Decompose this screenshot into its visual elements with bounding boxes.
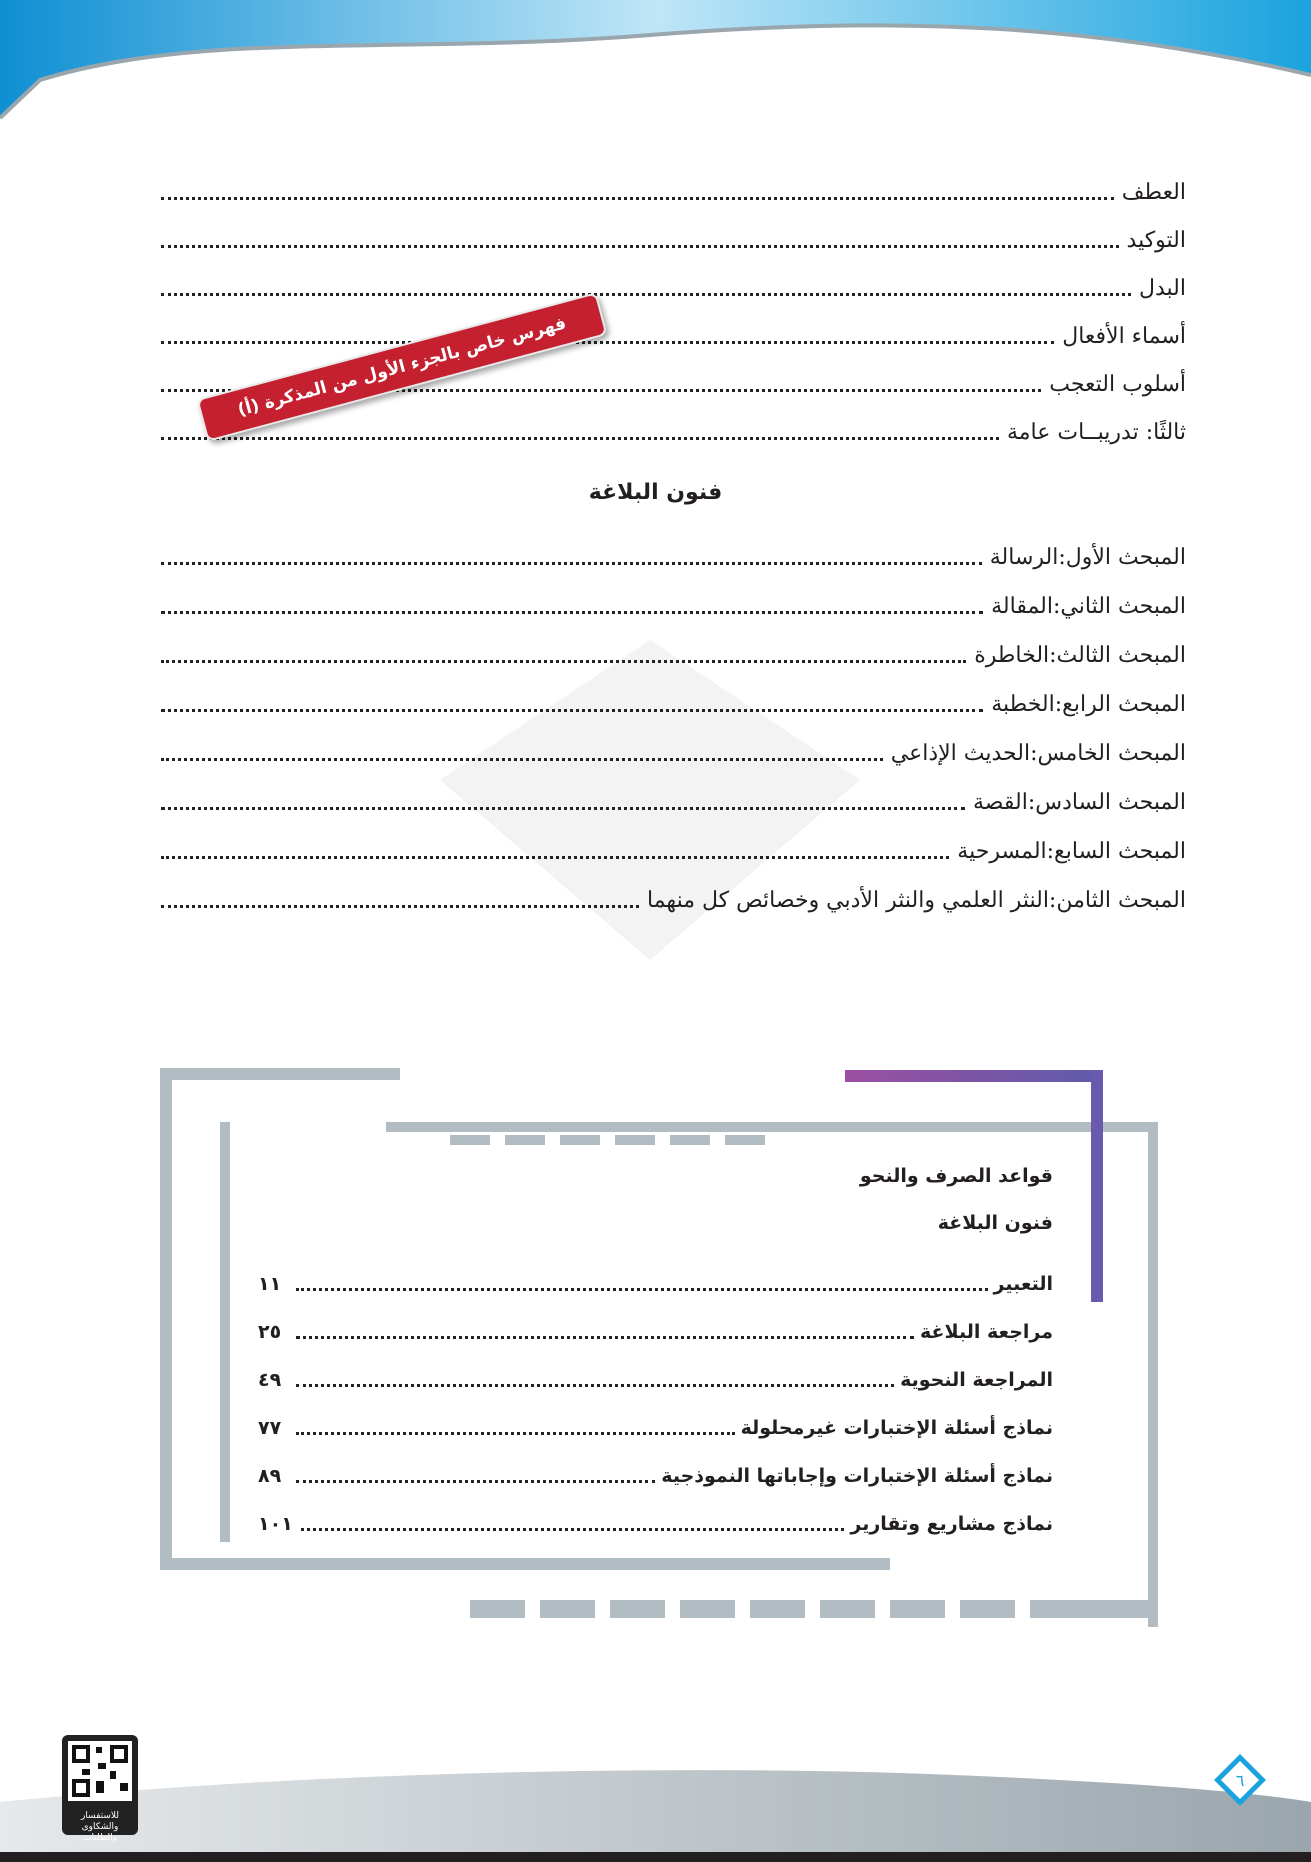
- box-row-label: المراجعة النحوية: [900, 1369, 1053, 1391]
- toc-item-label: العطف: [1121, 180, 1186, 205]
- toc-item[interactable]: [161, 258, 1186, 304]
- frame-right-bar: [1148, 1122, 1158, 1627]
- box-row-label: نماذج أسئلة الإختبارات وإجاباتها النموذجية: [661, 1465, 1053, 1487]
- toc-item[interactable]: [161, 306, 1186, 352]
- dot-leader: [161, 807, 965, 810]
- box-row-page: ١١: [258, 1273, 282, 1295]
- dot-leader: [161, 709, 983, 712]
- section-title: فنون البلاغة: [588, 480, 723, 505]
- dot-leader: [161, 758, 883, 761]
- dot-leader: [161, 660, 966, 663]
- toc-item-label: ثالثًا: تدريبــات عامة: [1006, 420, 1186, 445]
- box-row-page: ١٠١: [258, 1513, 293, 1535]
- box-row-label: التعبير: [993, 1273, 1053, 1295]
- dot-leader: [296, 1288, 988, 1291]
- toc-item-label: أسلوب التعجب: [1049, 372, 1186, 397]
- footer-wave: [0, 1752, 1311, 1862]
- box-row-page: ٤٩: [258, 1369, 282, 1391]
- header-wave: [0, 0, 1311, 130]
- toc-item-label: المبحث الرابع:الخطبة: [991, 692, 1186, 717]
- toc-item-label: المبحث السابع:المسرحية: [957, 839, 1186, 864]
- qr-code[interactable]: [62, 1735, 138, 1843]
- toc-item[interactable]: [161, 674, 1186, 720]
- dot-leader: [161, 905, 639, 908]
- dot-leader: [161, 341, 1054, 344]
- dot-leader: [161, 293, 1131, 296]
- dot-leader: [296, 1432, 735, 1435]
- frame-top-left-bar: [160, 1068, 400, 1080]
- toc-item-label: المبحث السادس:القصة: [973, 790, 1186, 815]
- toc-item-label: المبحث الثامن:النثر العلمي والنثر الأدبي وخصائص كل منهما: [647, 888, 1186, 913]
- box-row[interactable]: [258, 1447, 1053, 1489]
- box-row-page: ٢٥: [258, 1321, 282, 1343]
- page-number-badge: [1212, 1752, 1268, 1808]
- toc-item-label: المبحث الثاني:المقالة: [991, 594, 1186, 619]
- box-row-page: ٨٩: [258, 1465, 282, 1487]
- toc-item-label: البدل: [1139, 276, 1186, 301]
- box-row-label: نماذج مشاريع وتقارير: [850, 1513, 1053, 1535]
- dash-stripe-top: [450, 1135, 870, 1149]
- box-heading: فنون البلاغة: [937, 1212, 1053, 1234]
- index-ribbon: فهرس خاص بالجزء الأول من المذكرة (أ): [196, 292, 607, 442]
- toc-item-label: التوكيد: [1126, 228, 1186, 253]
- box-row[interactable]: [258, 1351, 1053, 1393]
- toc-item[interactable]: [161, 723, 1186, 769]
- dot-leader: [161, 562, 982, 565]
- frame-bottom-bar: [160, 1558, 890, 1570]
- toc-item[interactable]: [161, 870, 1186, 916]
- box-row[interactable]: [258, 1255, 1053, 1297]
- box-row-label: مراجعة البلاغة: [920, 1321, 1053, 1343]
- box-row[interactable]: [258, 1399, 1053, 1441]
- qr-icon: [62, 1735, 138, 1805]
- frame-left-bar: [160, 1068, 172, 1570]
- toc-item[interactable]: [161, 527, 1186, 573]
- toc-item-label: المبحث الأول:الرسالة: [989, 545, 1186, 570]
- box-row[interactable]: [258, 1303, 1053, 1345]
- dot-leader: [161, 197, 1114, 200]
- frame-inner-left-bar: [220, 1122, 230, 1542]
- box-row-label: نماذج أسئلة الإختبارات غيرمحلولة: [740, 1417, 1053, 1439]
- toc-item[interactable]: [161, 162, 1186, 208]
- toc-item[interactable]: [161, 576, 1186, 622]
- qr-caption: للاستفسار والشكاوى والطلبات: [80, 1811, 120, 1843]
- dot-leader: [161, 856, 949, 859]
- dot-leader: [296, 1336, 914, 1339]
- dot-leader: [161, 611, 983, 614]
- dot-leader: [301, 1528, 845, 1531]
- box-row[interactable]: [258, 1495, 1053, 1537]
- toc-item[interactable]: [161, 821, 1186, 867]
- dot-leader: [161, 245, 1119, 248]
- dash-stripe: [470, 1600, 1150, 1622]
- box-row-page: ٧٧: [258, 1417, 282, 1439]
- toc-item[interactable]: [161, 625, 1186, 671]
- box-heading: قواعد الصرف والنحو: [859, 1165, 1053, 1187]
- toc-item[interactable]: [161, 210, 1186, 256]
- toc-item-label: أسماء الأفعال: [1062, 324, 1186, 349]
- toc-item-label: المبحث الخامس:الحديث الإذاعي: [890, 741, 1186, 766]
- toc-item[interactable]: [161, 772, 1186, 818]
- dot-leader: [296, 1384, 894, 1387]
- dot-leader: [296, 1480, 655, 1483]
- page-number: ٦: [1235, 1771, 1245, 1790]
- dot-leader: [161, 437, 999, 440]
- toc-item-label: المبحث الثالث:الخاطرة: [974, 643, 1186, 668]
